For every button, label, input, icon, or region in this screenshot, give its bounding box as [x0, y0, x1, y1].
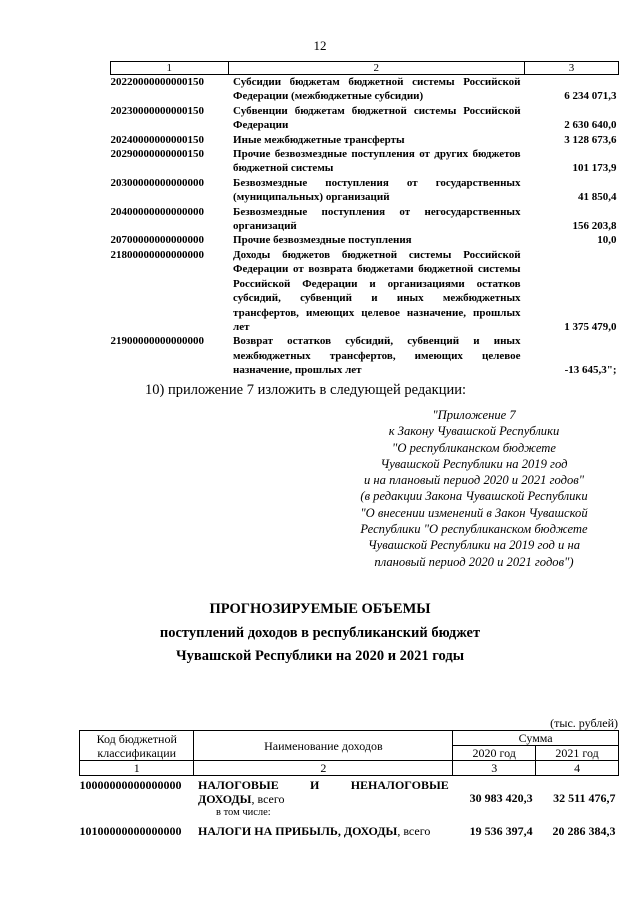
income-forecast-table [79, 730, 619, 838]
row-code: 20220000000000150 [110, 76, 204, 88]
row-name: Прочие безвозмездные поступления [233, 234, 412, 247]
top-col-1-header: 1 [111, 62, 229, 75]
row-code: 20700000000000000 [110, 234, 204, 247]
row-amount: 156 203,8 [572, 220, 617, 233]
table-row [111, 205, 619, 234]
row-code: 20240000000000150 [110, 133, 204, 146]
col-number: 1 [80, 761, 194, 776]
document-subtitle: поступлений доходов в республиканский бюджет [159, 625, 481, 641]
row-name-rest: , всего [397, 824, 431, 838]
row-name-bold: НАЛОГИ НА ПРИБЫЛЬ, ДОХОДЫ [197, 824, 398, 838]
row-code: 20400000000000000 [110, 205, 204, 218]
row-value-2021: 20 286 384,3 [552, 824, 616, 838]
row-value-2020: 19 536 397,4 [469, 824, 533, 838]
row-code: 21800000000000000 [110, 248, 204, 261]
appendix-line: Чувашской Республики на 2019 год [380, 456, 568, 471]
item-10-paragraph: 10) приложение 7 изложить в следующей редакции: [145, 382, 467, 398]
row-name: Безвозмездные поступления от государственных (муниципальных) организаций [233, 176, 521, 204]
row-amount: -13 645,3"; [564, 364, 617, 377]
top-income-table [110, 61, 619, 378]
row-amount: 3 128 673,6 [564, 133, 617, 146]
top-col-2-header: 2 [228, 62, 524, 75]
appendix-line: (в редакции Закона Чувашской Республики [360, 489, 588, 504]
header-row [80, 731, 619, 746]
row-amount: 1 375 479,0 [564, 320, 617, 333]
row-name: Субсидии бюджетам бюджетной системы Российской Федерации (межбюджетные субсидии) [233, 76, 521, 103]
header-name: Наименование доходов [194, 731, 453, 761]
row-amount: 10,0 [597, 234, 617, 247]
table-row [111, 147, 619, 176]
appendix-line: Чувашской Республики на 2019 год и на [367, 538, 581, 553]
appendix-line: "О внесении изменений в Закон Чувашской [360, 505, 588, 520]
table-row [111, 75, 619, 104]
row-name-rest: , всего [251, 792, 285, 806]
table-row [111, 176, 619, 205]
row-value-2021: 32 511 476,7 [553, 791, 616, 805]
table-row [80, 820, 619, 838]
row-code: 10000000000000000 [79, 778, 182, 792]
units-label: (тыс. рублей) [550, 716, 618, 730]
column-numbers-row [80, 761, 619, 776]
row-code: 20290000000000150 [110, 148, 204, 161]
row-code: 20230000000000150 [110, 104, 204, 117]
table-row [111, 133, 619, 147]
table-row [111, 233, 619, 247]
header-2021: 2021 год [536, 746, 619, 761]
row-name: Субвенции бюджетам бюджетной системы Российской Федерации [233, 104, 521, 132]
row-code: 10100000000000000 [79, 824, 182, 838]
row-amount: 101 173,9 [572, 162, 617, 175]
row-name: Безвозмездные поступления от негосударственных организаций [233, 205, 521, 233]
table-row [80, 776, 619, 821]
appendix-line: плановый период 2020 и 2021 годов") [374, 554, 574, 569]
top-col-3-header: 3 [525, 62, 619, 75]
row-name: Доходы бюджетов бюджетной системы Российской Федерации от возврата бюджетами бюджетной системы Российской Федерации и организациями остатков субсидий, субвенций и иных межбюджетных трансфертов, имеющих целевое назначение, прошлых лет [233, 248, 521, 333]
row-amount: 41 850,4 [578, 191, 617, 204]
row-name: Иные межбюджетные трансферты [233, 133, 405, 146]
row-sub-label: в том числе: [215, 807, 271, 818]
row-amount: 2 630 640,0 [564, 119, 617, 132]
row-name: Возврат остатков субсидий, субвенций и иных межбюджетных трансфертов, имеющих целевое назначение, прошлых лет [233, 335, 521, 377]
page-number: 12 [313, 38, 327, 53]
row-name: Прочие безвозмездные поступления от других бюджетов бюджетной системы [233, 148, 521, 175]
appendix-line: Республики "О республиканском бюджете [360, 522, 588, 537]
row-name [194, 776, 453, 821]
col-number: 3 [453, 761, 536, 776]
row-name [194, 820, 453, 838]
appendix-line: и на плановый период 2020 и 2021 годов" [363, 473, 585, 488]
appendix-header [330, 407, 618, 570]
table-row [111, 334, 619, 377]
col-number: 4 [536, 761, 619, 776]
table-row [111, 104, 619, 133]
top-table-header-row [111, 62, 619, 75]
row-code: 20300000000000000 [110, 176, 204, 189]
header-sum: Сумма [453, 731, 619, 746]
appendix-line: "Приложение 7 [432, 408, 516, 422]
document-subtitle-2: Чувашской Республики на 2020 и 2021 годы [175, 648, 465, 664]
row-code: 21900000000000000 [110, 335, 204, 348]
row-name-bold: НАЛОГОВЫЕ И НЕНАЛОГОВЫЕ ДОХОДЫ [197, 778, 449, 806]
header-code: Код бюджетной классификации [80, 731, 194, 761]
appendix-line: к Закону Чувашской Республики [388, 424, 560, 439]
table-row [111, 248, 619, 334]
row-value-2020: 30 983 420,3 [469, 791, 533, 805]
document-title: ПРОГНОЗИРУЕМЫЕ ОБЪЕМЫ [209, 601, 431, 617]
header-2020: 2020 год [453, 746, 536, 761]
col-number: 2 [194, 761, 453, 776]
appendix-line: "О республиканском бюджете [392, 440, 556, 455]
row-amount: 6 234 071,3 [564, 90, 617, 103]
